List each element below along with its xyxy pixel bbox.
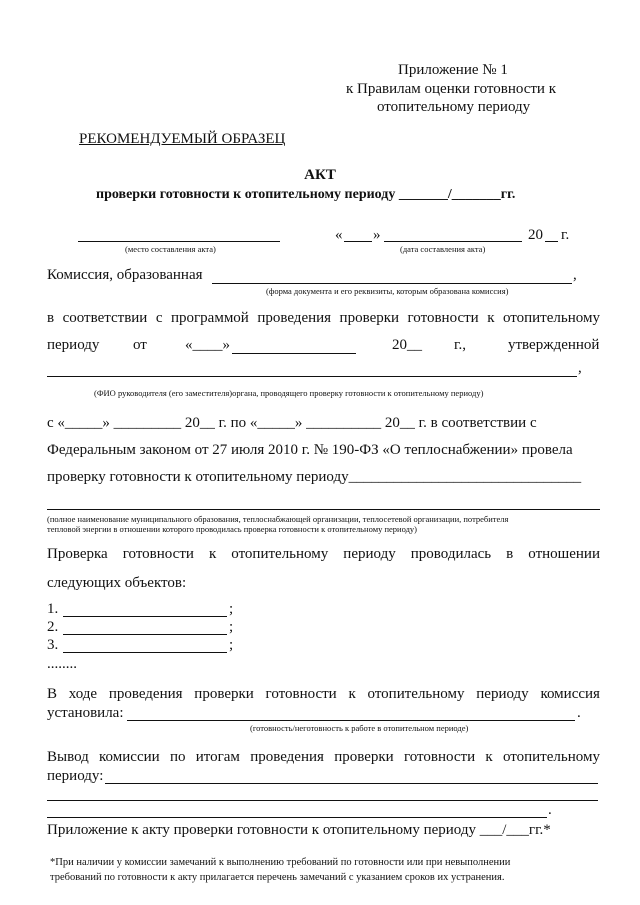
program-word: с [155, 310, 163, 326]
commission-line [212, 283, 572, 284]
dates-line-1: с «_____» _________ 20__ г. по «_____» __________ 20__ г. в соответствии с [47, 415, 537, 431]
date-quote-close: » [373, 227, 381, 243]
objects-word: периоду [343, 546, 396, 562]
date-day-line [344, 241, 372, 242]
commission-label: Комиссия, образованная [47, 267, 203, 283]
findings-word: периоду [476, 686, 529, 702]
program-word: проверки [339, 310, 400, 326]
date-year-line [545, 241, 558, 242]
object-item-number: 3. [47, 637, 59, 653]
place-caption: (место составления акта) [125, 244, 216, 254]
appendix-line-2: к Правилам оценки готовности к [346, 81, 556, 97]
objects-word: отопительному [231, 546, 329, 562]
date-caption: (дата составления акта) [400, 244, 486, 254]
program-line-1 [47, 310, 600, 327]
program-end: , [578, 360, 582, 376]
findings-word: комиссия [540, 686, 600, 702]
object-item-end: ; [229, 601, 234, 617]
object-item-line [63, 634, 227, 635]
program-period: периоду [47, 337, 100, 353]
findings-line [127, 720, 575, 721]
program-quote: «____» [185, 337, 230, 353]
conclusion-end: . [548, 802, 552, 818]
findings-word: к [348, 686, 356, 702]
object-item-end: ; [229, 637, 234, 653]
dates-line-3: проверку готовности к отопительному периоду_______________________________ [47, 469, 582, 485]
commission-caption: (форма документа и его реквизиты, которым образована комиссия) [266, 286, 509, 296]
footnote-line-2: требований по готовности к акту прилагается перечень замечаний с указанием сроков их устранения. [50, 872, 505, 883]
program-approved: утвержденной [508, 337, 600, 353]
program-caption: (ФИО руководителя (его заместителя)органа, проводящего проверку готовности к отопительному периоду) [94, 388, 484, 398]
appendix-line-3: отопительному периоду [377, 99, 531, 115]
place-line [78, 241, 280, 242]
program-year: 20__ [392, 337, 422, 353]
act-title: АКТ [304, 167, 336, 183]
program-g: г., [454, 337, 466, 353]
objects-word: в [506, 546, 514, 562]
conclusion-word: проведения [250, 749, 324, 765]
objects-intro-line-1 [47, 546, 600, 563]
program-word: программой [170, 310, 249, 326]
conclusion-word: к [485, 749, 493, 765]
findings-word: В [47, 686, 58, 702]
findings-word: готовности [265, 686, 337, 702]
objects-word: готовности [122, 546, 194, 562]
appendix-line-1: Приложение № 1 [398, 62, 508, 78]
findings-word: проверки [194, 686, 254, 702]
program-month-line [232, 353, 356, 354]
date-year-prefix: 20 [528, 227, 543, 243]
conclusion-word: готовности [403, 749, 476, 765]
program-word: к [487, 310, 495, 326]
findings-word: отопительному [367, 686, 465, 702]
program-from: от [133, 337, 147, 353]
object-item-line [63, 652, 227, 653]
findings-end: . [577, 705, 581, 721]
dates-line-2: Федеральным законом от 27 июля 2010 г. № 190-ФЗ «О теплоснабжении» провела [47, 442, 573, 458]
program-word: соответствии [62, 310, 148, 326]
dates-org-line [47, 509, 600, 510]
act-subtitle: проверки готовности к отопительному периоду _______/_______гг. [96, 187, 516, 202]
findings-line-2: установила: [47, 705, 124, 721]
findings-word: проведения [108, 686, 183, 702]
conclusion-word: комиссии [99, 749, 160, 765]
findings-line-1 [47, 686, 600, 703]
program-word: проведения [257, 310, 332, 326]
conclusion-word: Вывод [47, 749, 89, 765]
object-item-number: 1. [47, 601, 59, 617]
objects-intro-line-2: следующих объектов: [47, 575, 187, 591]
commission-end: , [573, 267, 577, 283]
program-word: в [47, 310, 55, 326]
date-month-line [384, 241, 522, 242]
attachment-line: Приложение к акту проверки готовности к отопительному периоду ___/___гг.* [47, 822, 551, 838]
conclusion-word: отопительному [502, 749, 600, 765]
sample-label: РЕКОМЕНДУЕМЫЙ ОБРАЗЕЦ [79, 131, 286, 147]
date-quote-open: « [335, 227, 343, 243]
footnote-line-1: *При наличии у комиссии замечаний к выполнению требований по готовности или при невыполнении [50, 857, 511, 868]
conclusion-line-c [47, 817, 547, 818]
findings-word: ходе [68, 686, 98, 702]
object-item-end: ; [229, 619, 234, 635]
program-word: готовности [407, 310, 479, 326]
conclusion-line-1 [47, 749, 600, 766]
findings-caption: (готовность/неготовность к работе в отопительном периоде) [250, 723, 469, 733]
program-head-line [47, 376, 577, 377]
object-item-line [63, 616, 227, 617]
objects-word: Проверка [47, 546, 108, 562]
program-word: отопительному [502, 310, 600, 326]
conclusion-line-b [47, 800, 598, 801]
dates-caption-2: тепловой энергии в отношении которого проводилась проверка готовности к отопительному периоду) [47, 524, 417, 534]
conclusion-word: проверки [334, 749, 394, 765]
conclusion-line-a [105, 783, 598, 784]
objects-word: отношении [528, 546, 600, 562]
object-list-ellipsis: ........ [47, 656, 77, 672]
conclusion-word: по [169, 749, 186, 765]
conclusion-word: итогам [195, 749, 240, 765]
object-item-number: 2. [47, 619, 59, 635]
date-year-suffix: г. [561, 227, 570, 243]
objects-word: проводилась [410, 546, 492, 562]
objects-word: к [208, 546, 217, 562]
conclusion-line-2: периоду: [47, 768, 104, 784]
dates-caption-1: (полное наименование муниципального образования, теплоснабжающей организации, теплосетевой организации, потребителя [47, 514, 509, 524]
